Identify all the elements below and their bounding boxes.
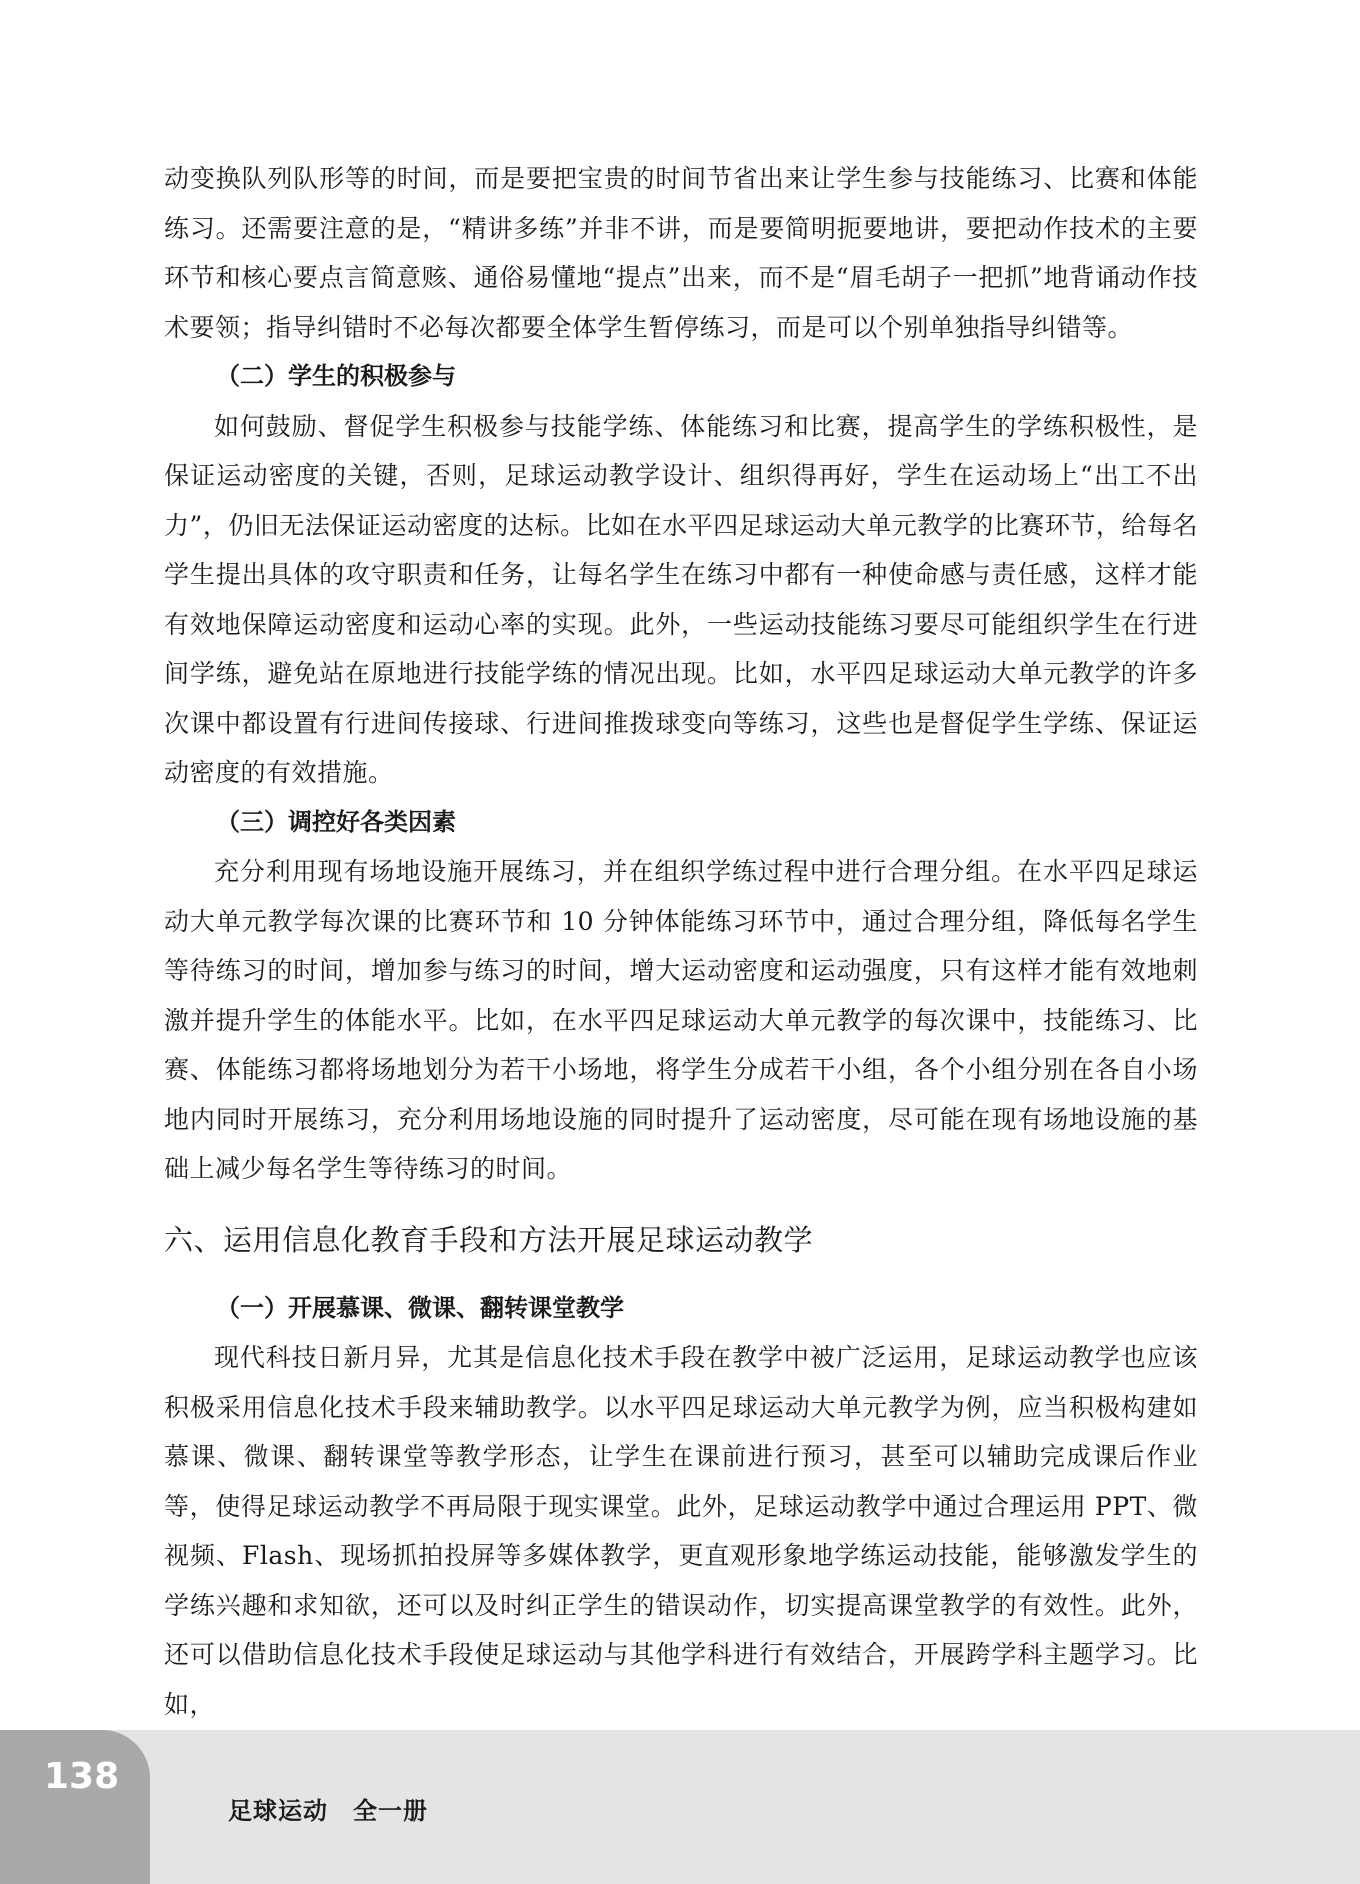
page-number-tab	[0, 1730, 150, 1884]
subheading-control-factors: （三）调控好各类因素	[216, 807, 456, 836]
paragraph-intro: 动变换队列队形等的时间，而是要把宝贵的时间节省出来让学生参与技能练习、比赛和体能练习。还需要注意的是，“精讲多练”并非不讲，而是要简明扼要地讲，要把动作技术的主要环节和核心要点言简意赅、通俗易懂地“提点”出来，而不是“眉毛胡子一把抓”地背诵动作技术要领；指导纠错时不必每次都要全体学生暂停练习，而是可以个别单独指导纠错等。	[164, 164, 1198, 342]
running-footer-title: 足球运动 全一册	[228, 1797, 428, 1825]
paragraph-active-participation: 如何鼓励、督促学生积极参与技能学练、体能练习和比赛，提高学生的学练积极性，是保证运动密度的关键，否则，足球运动教学设计、组织得再好，学生在运动场上“出工不出力”，仍旧无法保证运动密度的达标。比如在水平四足球运动大单元教学的比赛环节，给每名学生提出具体的攻守职责和任务，让每名学生在练习中都有一种使命感与责任感，这样才能有效地保障运动密度和运动心率的实现。此外，一些运动技能练习要尽可能组织学生在行进间学练，避免站在原地进行技能学练的情况出现。比如，水平四足球运动大单元教学的许多次课中都设置有行进间传接球、行进间推拨球变向等练习，这些也是督促学生学练、保证运动密度的有效措施。	[164, 411, 1198, 787]
footer-bar	[0, 1730, 1360, 1884]
page-content	[164, 154, 1198, 1729]
subheading-mooc: （一）开展慕课、微课、翻转课堂教学	[216, 1293, 624, 1322]
subheading-active-participation: （二）学生的积极参与	[216, 362, 456, 390]
paragraph-control-factors: 充分利用现有场地设施开展练习，并在组织学练过程中进行合理分组。在水平四足球运动大单元教学每次课的比赛环节和 10 分钟体能练习环节中，通过合理分组，降低每名学生等待练习的时间，增加参与练习的时间，增大运动密度和运动强度，只有这样才能有效地刺激并提升学生的体能水平。比如，在水平四足球运动大单元教学的每次课中，技能练习、比赛、体能练习都将场地划分为若干小场地，将学生分成若干小组，各个小组分别在各自小场地内同时开展练习，充分利用场地设施的同时提升了运动密度，尽可能在现有场地设施的基础上减少每名学生等待练习的时间。	[164, 857, 1198, 1183]
page-number: 138	[44, 1756, 120, 1797]
paragraph-mooc: 现代科技日新月异，尤其是信息化技术手段在教学中被广泛运用，足球运动教学也应该积极采用信息化技术手段来辅助教学。以水平四足球运动大单元教学为例，应当积极构建如慕课、微课、翻转课堂等教学形态，让学生在课前进行预习，甚至可以辅助完成课后作业等，使得足球运动教学不再局限于现实课堂。此外，足球运动教学中通过合理运用 PPT、微视频、Flash、现场抓拍投屏等多媒体教学，更直观形象地学练运动技能，能够激发学生的学练兴趣和求知欲，还可以及时纠正学生的错误动作，切实提高课堂教学的有效性。此外，还可以借助信息化技术手段使足球运动与其他学科进行有效结合，开展跨学科主题学习。比如，	[164, 1343, 1198, 1719]
section-title-six: 六、运用信息化教育手段和方法开展足球运动教学	[164, 1222, 814, 1257]
